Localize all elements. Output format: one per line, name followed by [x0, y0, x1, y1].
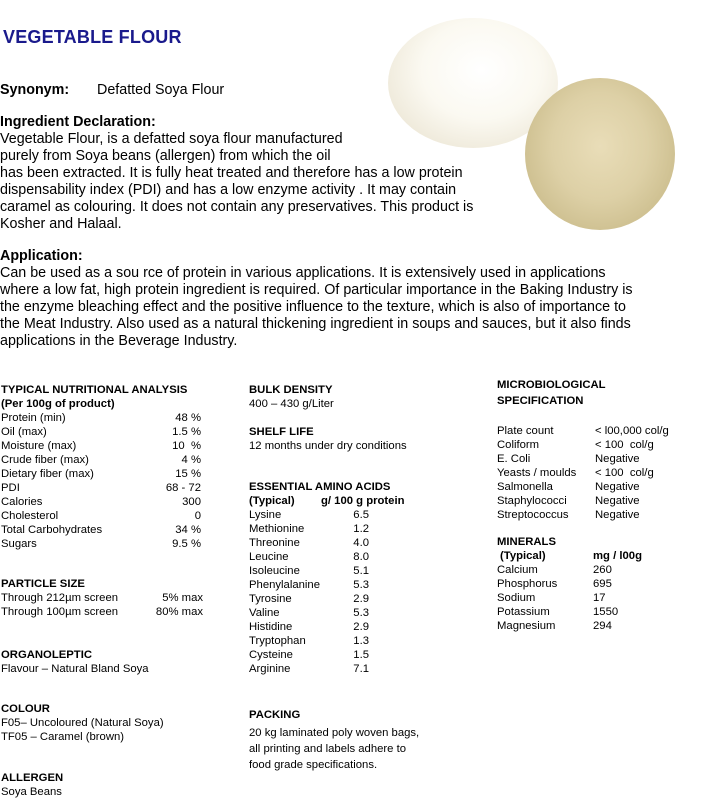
amino-value: 5.3	[353, 579, 369, 591]
micro-name: E. Coli	[497, 453, 531, 465]
minerals-col2-header: mg / l00g	[593, 550, 642, 562]
packing-heading: PACKING	[249, 709, 301, 721]
micro-value: Negative	[595, 481, 640, 493]
nutrition-row	[1, 467, 206, 481]
amino-row	[249, 536, 429, 550]
amino-value: 4.0	[353, 537, 369, 549]
amino-col2-header: g/ 100 g protein	[321, 495, 405, 507]
colour-line: F05– Uncoloured (Natural Soya)	[1, 717, 164, 729]
ingredient-line: caramel as colouring. It does not contain any preservatives. This product is	[0, 199, 474, 215]
allergen-heading: ALLERGEN	[1, 772, 64, 784]
amino-name: Isoleucine	[249, 565, 300, 577]
application-line: the Meat Industry. Also used as a natural thickening ingredient in soups and sauces, but it also finds	[0, 316, 631, 332]
bulk-value: 400 – 430 g/Liter	[249, 398, 334, 410]
micro-name: Yeasts / moulds	[497, 467, 577, 479]
organoleptic-section	[1, 648, 149, 676]
micro-value: < l00,000 col/g	[595, 425, 669, 437]
micro-row	[497, 494, 722, 508]
nutrition-name: Calories	[1, 496, 43, 508]
amino-row	[249, 634, 429, 648]
micro-row	[497, 424, 722, 438]
synonym-label: Synonym:	[0, 82, 70, 98]
nutrition-subheading: (Per 100g of product)	[1, 398, 115, 410]
nutrition-row	[1, 439, 206, 453]
packing-line: all printing and labels adhere to	[249, 743, 407, 755]
amino-value: 2.9	[353, 621, 369, 633]
micro-heading: MICROBIOLOGICAL	[497, 379, 606, 391]
page-title: VEGETABLE FLOUR	[3, 27, 182, 47]
nutrition-row	[1, 523, 206, 537]
packing-line: 20 kg laminated poly woven bags,	[249, 727, 420, 739]
amino-value: 1.5	[353, 649, 369, 661]
amino-col1-header: (Typical)	[249, 495, 295, 507]
synonym-line	[0, 82, 225, 99]
shelf-life-section	[249, 425, 407, 453]
micro-name: Staphylococci	[497, 495, 567, 507]
micro-value: < 100 col/g	[595, 467, 654, 479]
micro-name: Salmonella	[497, 481, 553, 493]
amino-row	[249, 578, 429, 592]
ingredient-line: has been extracted. It is fully heat treated and therefore has a low protein	[0, 165, 463, 181]
nutrition-name: Total Carbohydrates	[1, 524, 103, 536]
nutrition-value: 68 - 72	[165, 482, 201, 494]
particle-name: Through 212µm screen	[1, 592, 119, 604]
minerals-row	[497, 563, 722, 577]
nutrition-row	[1, 509, 206, 523]
minerals-name: Magnesium	[497, 620, 556, 632]
nutrition-value: 300	[182, 496, 201, 508]
minerals-heading: MINERALS	[497, 536, 556, 548]
minerals-name: Sodium	[497, 592, 536, 604]
minerals-col1-header: (Typical)	[500, 550, 546, 562]
nutrition-value: 15 %	[175, 468, 201, 480]
amino-name: Phenylalanine	[249, 579, 320, 591]
nutrition-value: 4 %	[181, 454, 201, 466]
minerals-row	[497, 591, 722, 605]
allergen-section	[1, 771, 63, 799]
ingredient-line: dispensability index (PDI) and has a low enzyme activity . It may contain	[0, 182, 457, 198]
minerals-name: Potassium	[497, 606, 550, 618]
amino-row	[249, 592, 429, 606]
micro-heading: SPECIFICATION	[497, 395, 584, 407]
minerals-name: Phosphorus	[497, 578, 558, 590]
packing-section	[249, 707, 419, 773]
micro-section	[497, 424, 722, 522]
nutrition-row	[1, 481, 206, 495]
bulk-density-section	[249, 383, 334, 411]
nutrition-value: 0	[194, 510, 201, 522]
amino-value: 7.1	[353, 663, 369, 675]
micro-name: Coliform	[497, 439, 540, 451]
micro-value: Negative	[595, 453, 640, 465]
micro-value: Negative	[595, 495, 640, 507]
amino-row	[249, 648, 429, 662]
micro-row	[497, 452, 722, 466]
nutrition-value: 1.5 %	[172, 426, 201, 438]
nutrition-value: 10 %	[172, 440, 201, 452]
amino-section	[249, 480, 429, 676]
micro-name: Streptococcus	[497, 509, 569, 521]
amino-row	[249, 508, 429, 522]
organoleptic-heading: ORGANOLEPTIC	[1, 649, 93, 661]
application-line: where a low fat, high protein ingredient is required. Of particular importance in the Baking Industry is	[0, 282, 633, 298]
bulk-heading: BULK DENSITY	[249, 384, 333, 396]
micro-heading-block	[497, 377, 606, 409]
amino-name: Tryptophan	[249, 635, 306, 647]
nutrition-heading: TYPICAL NUTRITIONAL ANALYSIS	[1, 384, 188, 396]
minerals-row	[497, 605, 722, 619]
amino-name: Lysine	[249, 509, 282, 521]
amino-row	[249, 550, 429, 564]
amino-row	[249, 662, 429, 676]
nutrition-row	[1, 411, 206, 425]
amino-value: 2.9	[353, 593, 369, 605]
minerals-value: 1550	[593, 606, 619, 618]
nutrition-name: Dietary fiber (max)	[1, 468, 94, 480]
minerals-value: 17	[593, 592, 606, 604]
nutrition-name: Sugars	[1, 538, 37, 550]
amino-name: Cysteine	[249, 649, 293, 661]
amino-row	[249, 564, 429, 578]
minerals-value: 260	[593, 564, 612, 576]
nutrition-section	[1, 383, 206, 551]
minerals-value: 294	[593, 620, 612, 632]
ingredient-line: Kosher and Halaal.	[0, 216, 122, 232]
micro-value: Negative	[595, 509, 640, 521]
micro-name: Plate count	[497, 425, 554, 437]
application-heading: Application:	[0, 248, 83, 264]
nutrition-value: 34 %	[175, 524, 201, 536]
amino-name: Leucine	[249, 551, 289, 563]
nutrition-name: Crude fiber (max)	[1, 454, 89, 466]
amino-row	[249, 522, 429, 536]
nutrition-name: PDI	[1, 482, 20, 494]
particle-row	[1, 605, 206, 619]
amino-value: 5.1	[353, 565, 369, 577]
nutrition-value: 48 %	[175, 412, 201, 424]
amino-value: 1.3	[353, 635, 369, 647]
application-section	[0, 248, 633, 350]
amino-name: Histidine	[249, 621, 293, 633]
allergen-value: Soya Beans	[1, 786, 62, 798]
particle-heading: PARTICLE SIZE	[1, 578, 85, 590]
amino-heading: ESSENTIAL AMINO ACIDS	[249, 481, 391, 493]
nutrition-name: Cholesterol	[1, 510, 59, 522]
micro-value: < 100 col/g	[595, 439, 654, 451]
amino-value: 1.2	[353, 523, 369, 535]
shelf-value: 12 months under dry conditions	[249, 440, 407, 452]
application-line: the enzyme bleaching effect and the positive influence to the texture, which is also of importance to	[0, 299, 626, 315]
particle-name: Through 100µm screen	[1, 606, 119, 618]
ingredient-section	[0, 114, 473, 233]
ingredient-line: purely from Soya beans (allergen) from which the oil	[0, 148, 331, 164]
nutrition-row	[1, 537, 206, 551]
amino-name: Threonine	[249, 537, 300, 549]
nutrition-row	[1, 495, 206, 509]
nutrition-name: Protein (min)	[1, 412, 66, 424]
micro-row	[497, 438, 722, 452]
amino-value: 5.3	[353, 607, 369, 619]
amino-value: 6.5	[353, 509, 369, 521]
nutrition-value: 9.5 %	[172, 538, 201, 550]
micro-row	[497, 480, 722, 494]
packing-line: food grade specifications.	[249, 759, 378, 771]
colour-line: TF05 – Caramel (brown)	[1, 731, 125, 743]
nutrition-name: Oil (max)	[1, 426, 47, 438]
ingredient-heading: Ingredient Declaration:	[0, 114, 156, 130]
minerals-value: 695	[593, 578, 612, 590]
particle-value: 80% max	[155, 606, 203, 618]
minerals-name: Calcium	[497, 564, 538, 576]
application-line: Can be used as a sou rce of protein in various applications. It is extensively used in applications	[0, 265, 606, 281]
amino-name: Valine	[249, 607, 280, 619]
amino-name: Methionine	[249, 523, 305, 535]
amino-name: Tyrosine	[249, 593, 292, 605]
particle-value: 5% max	[162, 592, 203, 604]
minerals-section	[497, 535, 722, 633]
colour-section	[1, 702, 164, 744]
minerals-row	[497, 619, 722, 633]
amino-name: Arginine	[249, 663, 291, 675]
ingredient-line: Vegetable Flour, is a defatted soya flour manufactured	[0, 131, 343, 147]
amino-row	[249, 606, 429, 620]
colour-heading: COLOUR	[1, 703, 50, 715]
micro-row	[497, 508, 722, 522]
nutrition-name: Moisture (max)	[1, 440, 77, 452]
amino-value: 8.0	[353, 551, 369, 563]
nutrition-row	[1, 453, 206, 467]
amino-row	[249, 620, 429, 634]
particle-section	[1, 577, 206, 619]
shelf-heading: SHELF LIFE	[249, 426, 314, 438]
application-line: applications in the Beverage Industry.	[0, 333, 238, 349]
synonym-value: Defatted Soya Flour	[97, 82, 225, 98]
nutrition-row	[1, 425, 206, 439]
organoleptic-value: Flavour – Natural Bland Soya	[1, 663, 149, 675]
minerals-row	[497, 577, 722, 591]
particle-row	[1, 591, 206, 605]
micro-row	[497, 466, 722, 480]
